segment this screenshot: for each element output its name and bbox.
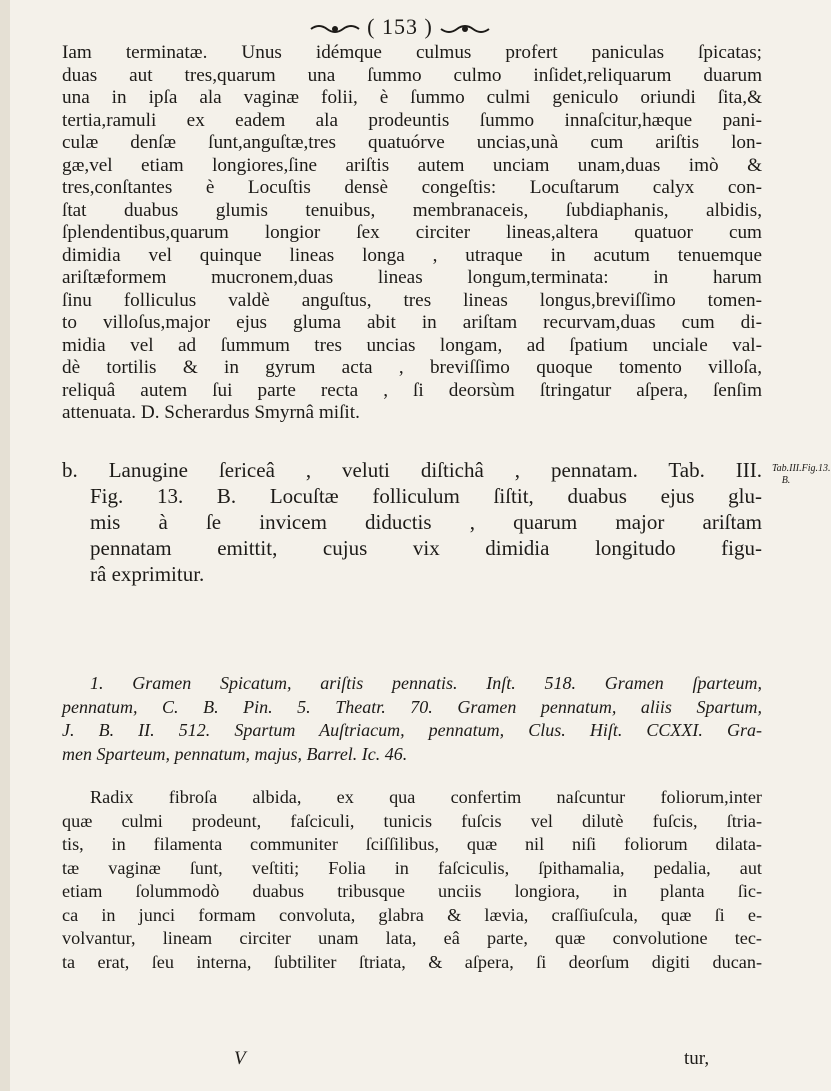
text-line: quæ culmi prodeunt, faſciculi, tunicis fuſcis vel dilutè fuſcis, ſtria- xyxy=(62,810,762,831)
paragraph-variety-b xyxy=(62,457,762,587)
text-line: una in ipſa ala vaginæ folii, è ſummo culmi geniculo oriundi ſita,& xyxy=(62,87,762,108)
text-line: pennatum, C. B. Pin. 5. Theatr. 70. Gramen pennatum, aliis Spartum, xyxy=(62,696,762,717)
text-line: mis à ſe invicem diductis , quarum major ariſtam xyxy=(90,510,762,534)
text-line: pennatam emittit, cujus vix dimidia longitudo figu- xyxy=(90,536,762,560)
text-line: dimidia vel quinque lineas longa , utraque in acutum tenuemque xyxy=(62,244,762,266)
page-footer xyxy=(0,1048,800,1068)
catchword: tur, xyxy=(684,1048,710,1069)
paragraph-grass-description xyxy=(62,42,762,425)
page-header xyxy=(0,14,800,40)
paragraph-root-and-leaves xyxy=(62,786,762,974)
text-line: 1. Gramen Spicatum, ariſtis pennatis. Inſt. 518. Gramen ſparteum, xyxy=(90,673,762,693)
text-line: tæ vaginæ ſunt, veſtiti; Folia in faſciculis, ſpithamalia, pedalia, aut xyxy=(62,857,762,878)
text-line: etiam ſolummodò duabus tribusque unciis longiora, in planta ſic- xyxy=(62,881,762,901)
margin-note-figure-reference: Tab.III.Fig.13. B. xyxy=(772,463,831,486)
text-line: culæ denſæ ſunt,anguſtæ,tres quatuórve uncias,unà cum ariſtis lon- xyxy=(62,132,762,153)
text-line: Iam terminatæ. Unus idémque culmus profert paniculas ſpicatas; xyxy=(62,42,762,63)
text-line: gæ,vel etiam longiores,ſine ariſtis autem unciam unam,duas imò & xyxy=(62,154,762,176)
text-line: ſtat duabus glumis tenuibus, membranaceis, ſubdiaphanis, albidis, xyxy=(62,199,762,221)
text-line: men Sparteum, pennatum, majus, Barrel. Ic. 46. xyxy=(62,743,408,764)
text-line: attenuata. D. Scherardus Smyrnâ miſit. xyxy=(62,402,360,423)
text-line: ca in junci formam convoluta, glabra & lævia, craſſiuſcula, quæ ſi e- xyxy=(62,904,762,925)
text-line: midia vel ad ſummum tres uncias longam, ad ſpatium unciale val- xyxy=(62,334,762,356)
text-line: ariſtæformem mucronem,duas lineas longum,terminata: in harum xyxy=(62,267,762,288)
text-line: reliquâ autem ſui parte recta , ſi deorsùm ſtringatur aſpera, ſenſim xyxy=(62,379,762,401)
text-line: ſinu folliculus valdè anguſtus, tres lineas longus,breviſſimo tomen- xyxy=(62,289,762,311)
text-line: tis, in filamenta communiter ſciſſilibus, quæ nil niſi foliorum dilata- xyxy=(62,834,762,854)
text-line: ſplendentibus,quarum longior ſex circiter lineas,altera quatuor cum xyxy=(62,222,762,243)
signature-mark: V xyxy=(234,1048,246,1069)
text-line: to villoſus,major ejus gluma abit in ariſtam recurvam,duas cum di- xyxy=(62,312,762,333)
left-ornament-icon xyxy=(309,23,361,35)
text-line: Radix fibroſa albida, ex qua confertim naſcuntur foliorum,inter xyxy=(90,787,762,807)
right-ornament-icon xyxy=(439,23,491,35)
paragraph-synonyms xyxy=(62,672,762,766)
text-line: tres,conſtantes è Locuſtis densè congeſtis: Locuſtarum calyx con- xyxy=(62,177,762,198)
text-line: volvantur, lineam circiter unam lata, eâ parte, quæ convolutione tec- xyxy=(62,928,762,948)
text-line: Fig. 13. B. Locuſtæ folliculum ſiſtit, duabus ejus glu- xyxy=(90,484,762,508)
text-line: duas aut tres,quarum una ſummo culmo inſidet,reliquarum duarum xyxy=(62,64,762,86)
text-line: râ exprimitur. xyxy=(90,562,205,586)
text-line: tertia,ramuli ex eadem ala prodeuntis ſummo innaſcitur,hæque pani- xyxy=(62,109,762,131)
page-number: ( 153 ) xyxy=(367,14,433,39)
page-edge-shadow xyxy=(0,0,10,1091)
text-line: ta erat, ſeu interna, ſubtiliter ſtriata, & aſpera, ſi deorſum digiti ducan- xyxy=(62,951,762,972)
text-line: dè tortilis & in gyrum acta , breviſſimo quoque tomento villoſa, xyxy=(62,357,762,378)
text-line: b. Lanugine ſericeâ , veluti diſtichâ , pennatam. Tab. III. xyxy=(62,458,762,482)
text-line: J. B. II. 512. Spartum Auſtriacum, pennatum, Clus. Hiſt. CCXXI. Gra- xyxy=(62,720,762,740)
